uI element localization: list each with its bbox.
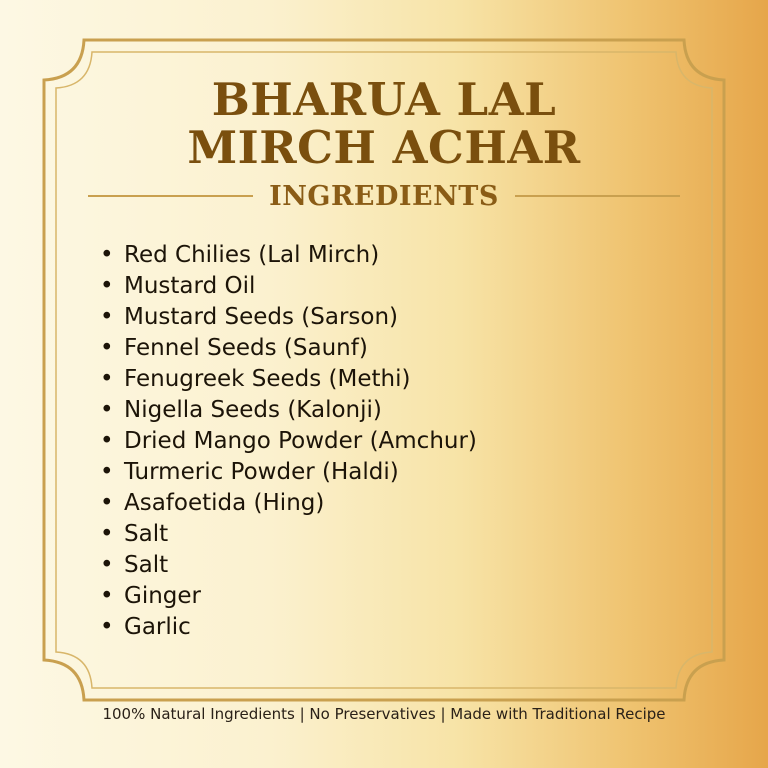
ingredient-label: Dried Mango Powder (Amchur) <box>124 427 477 454</box>
ingredient-label: Garlic <box>124 613 191 640</box>
bullet-icon: • <box>100 365 114 392</box>
ingredient-label: Ginger <box>124 582 201 609</box>
ingredient-item <box>100 580 477 611</box>
footer-tagline: 100% Natural Ingredients | No Preservatives | Made with Traditional Recipe <box>102 705 666 723</box>
bullet-icon: • <box>100 520 114 547</box>
ingredient-label: Turmeric Powder (Haldi) <box>124 458 399 485</box>
ingredient-item <box>100 611 477 642</box>
ingredient-label: Mustard Oil <box>124 272 256 299</box>
bullet-icon: • <box>100 551 114 578</box>
ingredient-item <box>100 394 477 425</box>
product-title-line-1: BHARUA LAL <box>211 73 557 126</box>
bullet-icon: • <box>100 613 114 640</box>
ingredient-item <box>100 456 477 487</box>
bullet-icon: • <box>100 272 114 299</box>
ingredient-label: Red Chilies (Lal Mirch) <box>124 241 380 268</box>
ingredient-item <box>100 332 477 363</box>
ingredient-item <box>100 425 477 456</box>
ingredient-item <box>100 363 477 394</box>
bullet-icon: • <box>100 241 114 268</box>
ingredients-list <box>100 239 477 642</box>
bullet-icon: • <box>100 334 114 361</box>
ingredient-item <box>100 301 477 332</box>
ingredient-item <box>100 239 477 270</box>
ingredient-label: Fennel Seeds (Saunf) <box>124 334 368 361</box>
ingredient-label: Mustard Seeds (Sarson) <box>124 303 399 330</box>
ingredient-label: Asafoetida (Hing) <box>124 489 325 516</box>
section-heading-row <box>88 176 680 216</box>
bullet-icon: • <box>100 427 114 454</box>
bullet-icon: • <box>100 489 114 516</box>
bullet-icon: • <box>100 582 114 609</box>
ingredient-item <box>100 518 477 549</box>
ingredient-label: Fenugreek Seeds (Methi) <box>124 365 411 392</box>
bullet-icon: • <box>100 303 114 330</box>
ingredient-label: Salt <box>124 551 169 578</box>
ingredient-item <box>100 549 477 580</box>
ingredient-label: Nigella Seeds (Kalonji) <box>124 396 382 423</box>
bullet-icon: • <box>100 396 114 423</box>
ingredient-item <box>100 270 477 301</box>
bullet-icon: • <box>100 458 114 485</box>
product-title-line-2: MIRCH ACHAR <box>187 121 581 174</box>
section-title: INGREDIENTS <box>269 180 499 212</box>
left-divider-rule <box>88 195 253 197</box>
right-divider-rule <box>515 195 680 197</box>
ingredient-label: Salt <box>124 520 169 547</box>
ingredient-item <box>100 487 477 518</box>
